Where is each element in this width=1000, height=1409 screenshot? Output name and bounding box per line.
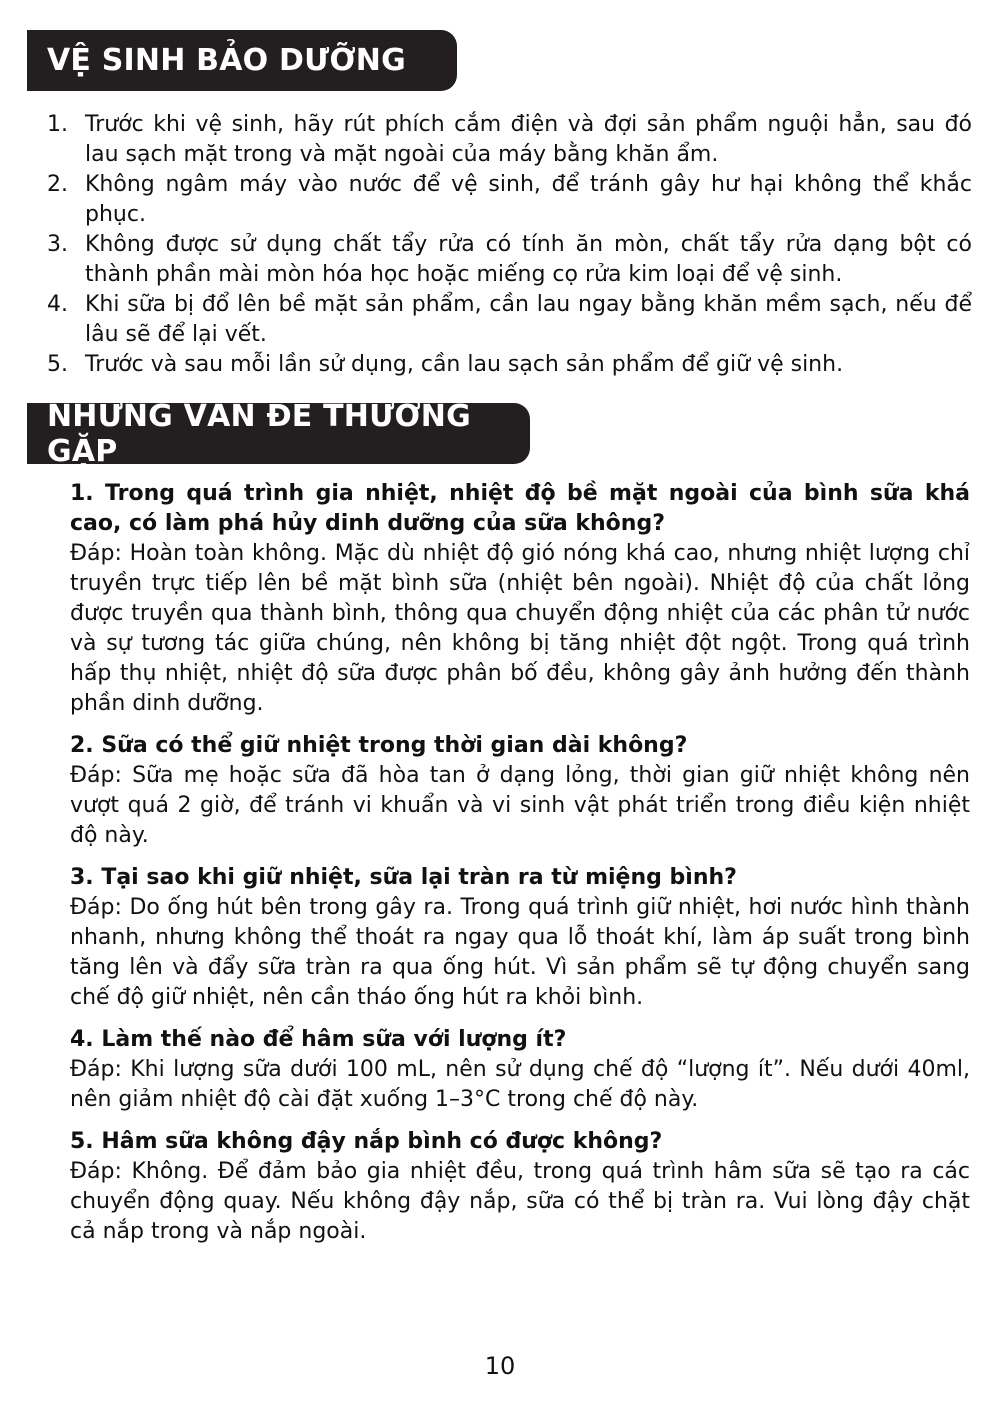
list-item <box>47 230 972 290</box>
maintenance-section-title: VỆ SINH BẢO DƯỠNG <box>27 30 457 91</box>
step-text: Không được sử dụng chất tẩy rửa có tính ăn mòn, chất tẩy rửa dạng bột có thành phần mài mòn hóa học hoặc miếng cọ rửa kim loại để vệ sinh. <box>85 232 972 287</box>
faq-answer: Đáp: Không. Để đảm bảo gia nhiệt đều, trong quá trình hâm sữa sẽ tạo ra các chuyển động quay. Nếu không đậy nắp, sữa có thể bị tràn ra. Vui lòng đậy chặt cả nắp trong và nắp ngoài. <box>70 1159 970 1244</box>
list-item <box>47 170 972 230</box>
step-text: Khi sữa bị đổ lên bề mặt sản phẩm, cần lau ngay bằng khăn mềm sạch, nếu để lâu sẽ để lại vết. <box>85 292 972 347</box>
faq-question: 1. Trong quá trình gia nhiệt, nhiệt độ bề mặt ngoài của bình sữa khá cao, có làm phá hủy dinh dưỡng của sữa không? <box>70 481 970 536</box>
faq-answer: Đáp: Sữa mẹ hoặc sữa đã hòa tan ở dạng lỏng, thời gian giữ nhiệt không nên vượt quá 2 giờ, để tránh vi khuẩn và vi sinh vật phát triển trong điều kiện nhiệt độ này. <box>70 763 970 848</box>
list-item <box>47 290 972 350</box>
faq-question: 4. Làm thế nào để hâm sữa với lượng ít? <box>70 1027 567 1052</box>
list-item <box>47 350 972 380</box>
step-number: 2. <box>47 172 68 197</box>
step-number: 1. <box>47 112 68 137</box>
faq-item <box>70 863 970 1013</box>
page-number: 10 <box>484 1352 516 1380</box>
faq-item <box>70 1025 970 1115</box>
step-number: 4. <box>47 292 68 317</box>
faq-question: 3. Tại sao khi giữ nhiệt, sữa lại tràn ra từ miệng bình? <box>70 865 737 890</box>
step-number: 5. <box>47 352 68 377</box>
step-text: Không ngâm máy vào nước để vệ sinh, để tránh gây hư hại không thể khắc phục. <box>85 172 972 227</box>
step-text: Trước và sau mỗi lần sử dụng, cần lau sạch sản phẩm để giữ vệ sinh. <box>85 352 844 377</box>
maintenance-steps-list <box>47 110 972 380</box>
faq-item <box>70 479 970 719</box>
step-text: Trước khi vệ sinh, hãy rút phích cắm điện và đợi sản phẩm nguội hẳn, sau đó lau sạch mặt trong và mặt ngoài của máy bằng khăn ẩm. <box>85 112 972 167</box>
faq-item <box>70 1127 970 1247</box>
list-item <box>47 110 972 170</box>
faq-answer: Đáp: Hoàn toàn không. Mặc dù nhiệt độ gió nóng khá cao, nhưng nhiệt lượng chỉ truyền trực tiếp lên bề mặt bình sữa (nhiệt bên ngoài). Nhiệt độ của chất lỏng được truyền qua thành bình, thông qua chuyển động nhiệt của các phân tử nước và sự tương tác giữa chúng, nên không bị tăng nhiệt đột ngột. Trong quá trình hấp thụ nhiệt, nhiệt độ sữa được phân bố đều, không gây ảnh hưởng đến thành phần dinh dưỡng. <box>70 541 970 716</box>
faq-list <box>70 479 970 1259</box>
faq-question: 5. Hâm sữa không đậy nắp bình có được không? <box>70 1129 663 1154</box>
faq-item <box>70 731 970 851</box>
faq-answer: Đáp: Do ống hút bên trong gây ra. Trong quá trình giữ nhiệt, hơi nước hình thành nhanh, nhưng không thể thoát ra ngay qua lỗ thoát khí, làm áp suất trong bình tăng lên và đẩy sữa tràn ra qua ống hút. Vì sản phẩm sẽ tự động chuyển sang chế độ giữ nhiệt, nên cần tháo ống hút ra khỏi bình. <box>70 895 970 1010</box>
faq-question: 2. Sữa có thể giữ nhiệt trong thời gian dài không? <box>70 733 688 758</box>
step-number: 3. <box>47 232 68 257</box>
faq-answer: Đáp: Khi lượng sữa dưới 100 mL, nên sử dụng chế độ “lượng ít”. Nếu dưới 40ml, nên giảm nhiệt độ cài đặt xuống 1–3°C trong chế độ này. <box>70 1057 970 1112</box>
faq-section-title: NHỮNG VẤN ĐỀ THƯỜNG GẶP <box>27 403 530 464</box>
